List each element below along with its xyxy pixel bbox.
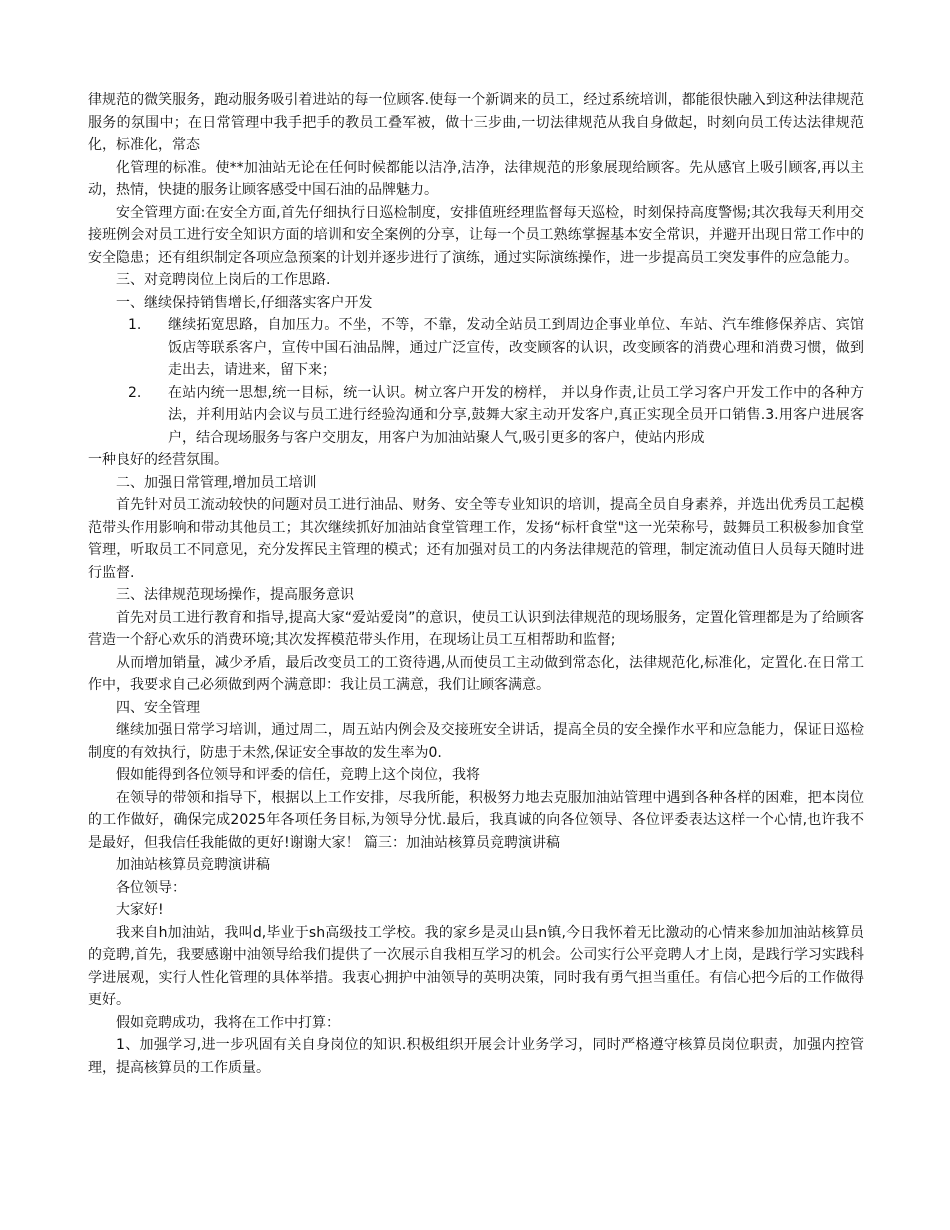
paragraph: 假如竞聘成功，我将在工作中打算： <box>116 1014 340 1031</box>
list-text: 在站内统一思想,统一目标，统一认识。树立客户开发的榜样， 并以身作责,让员工学习客户开发工作中的各种方法，并利用站内会议与员工进行经验沟通和分享,鼓舞大家主动开发客户,真正实现全员开口销售.3.用客户进展客户，结合现场服务与客户交朋友，用客户为加油站聚人气,吸引更多的客户，使站内形成 <box>168 384 864 446</box>
paragraph: 在领导的带领和指导下，根据以上工作安排，尽我所能，积极努力地去克服加油站管理中遇到各种各样的困难，把本岗位的工作做好，确保完成2025年各项任务目标,为领导分忧.最后，我真诚的向各位领导、各位评委表达这样一个心情,也许我不是最好，但我信任我能做的更好!谢谢大家！ 篇三：加油站核算员竞聘演讲稿 <box>88 789 864 851</box>
section-heading: 四、安全管理 <box>116 699 200 716</box>
greeting: 大家好! <box>116 902 164 918</box>
paragraph: 化管理的标准。使**加油站无论在任何时候都能以洁净,洁净，法律规范的形象展现给顾客。先从感官上吸引顾客,再以主动，热情，快捷的服务让顾客感受中国石油的品牌魅力。 <box>88 159 864 198</box>
paragraph: 首先对员工进行教育和指导,提高大家“爱站爱岗”的意识，使员工认识到法律规范的现场服务，定置化管理都是为了给顾客营造一个舒心欢乐的消费环境;其次发挥模范带头作用，在现场让员工互相帮助和监督; <box>88 609 864 648</box>
document-page <box>88 89 864 1079</box>
paragraph: 安全管理方面:在安全方面,首先仔细执行日巡检制度，安排值班经理监督每天巡检，时刻保持高度警惕;其次我每天利用交接班例会对员工进行安全知识方面的培训和安全案例的分享，让每一个员工熟练掌握基本安全常识，并避开出现日常工作中的安全隐患；还有组织制定各项应急预案的计划并逐步进行了演练，通过实际演练操作，进一步提高员工突发事件的应急能力。 <box>88 204 864 266</box>
document-title: 加油站核算员竞聘演讲稿 <box>116 857 270 873</box>
salutation: 各位领导： <box>116 879 186 896</box>
section-heading: 三、对竞聘岗位上岗后的工作思路. <box>116 272 331 288</box>
paragraph: 一种良好的经营氛围。 <box>88 452 228 468</box>
section-heading: 二、加强日常管理,增加员工培训 <box>116 474 317 491</box>
paragraph: 假如能得到各位领导和评委的信任，竞聘上这个岗位，我将 <box>116 767 480 783</box>
paragraph: 继续加强日常学习培训，通过周二，周五站内例会及交接班安全讲话，提高全员的安全操作水平和应急能力，保证日巡检制度的有效执行，防患于未然,保证安全事故的发生率为0. <box>88 722 864 761</box>
paragraph: 从而增加销量，减少矛盾，最后改变员工的工资待遇,从而使员工主动做到常态化，法律规范化,标准化，定置化.在日常工作中，我要求自己必须做到两个满意即：我让员工满意，我们让顾客满意。 <box>88 654 864 693</box>
paragraph: 1、加强学习,进一步巩固有关自身岗位的知识.积极组织开展会计业务学习，同时严格遵守核算员岗位职责，加强内控管理，提高核算员的工作质量。 <box>88 1037 864 1076</box>
list-number: 1. <box>128 317 142 333</box>
paragraph: 律规范的微笑服务，跑动服务吸引着进站的每一位顾客.使每一个新调来的员工，经过系统培训，都能很快融入到这种法律规范服务的氛围中；在日常管理中我手把手的教员工叠军被，做十三步曲,一切法律规范从我自身做起，时刻向员工传达法律规范化，标准化，常态 <box>88 92 864 153</box>
paragraph: 首先针对员工流动较快的问题对员工进行油品、财务、安全等专业知识的培训，提高全员自身素养，并选出优秀员工起模范带头作用影响和带动其他员工；其次继续抓好加油站食堂管理工作，发扬“标杆食堂"这一光荣称号，鼓舞员工积极参加食堂管理，听取员工不同意见，充分发挥民主管理的模式；还有加强对员工的内务法律规范的管理，制定流动值日人员每天随时进行监督. <box>88 497 864 581</box>
section-heading: 一、继续保持销售增长,仔细落实客户开发 <box>116 294 373 311</box>
paragraph: 我来自h加油站，我叫d,毕业于sh高级技工学校。我的家乡是灵山县n镇,今日我怀着无比激动的心情来参加加油站核算员的竞聘,首先，我要感谢中油领导给我们提供了一次展示自我相互学习的机会。公司实行公平竞聘人才上岗，是践行学习实践科学进展观，实行人性化管理的具体举措。我衷心拥护中油领导的英明决策，同时我有勇气担当重任。有信心把今后的工作做得更好。 <box>88 924 864 1008</box>
list-item <box>88 314 864 382</box>
list-item <box>88 382 864 450</box>
section-heading: 三、法律规范现场操作，提高服务意识 <box>116 587 354 603</box>
list-text: 继续拓宽思路，自加压力。不坐，不等，不靠，发动全站员工到周边企事业单位、车站、汽车维修保养店、宾馆饭店等联系客户，宣传中国石油品牌，通过广泛宣传，改变顾客的认识，改变顾客的消费心理和消费习惯，做到走出去，请进来，留下来； <box>168 317 864 378</box>
list-number: 2. <box>128 384 142 401</box>
